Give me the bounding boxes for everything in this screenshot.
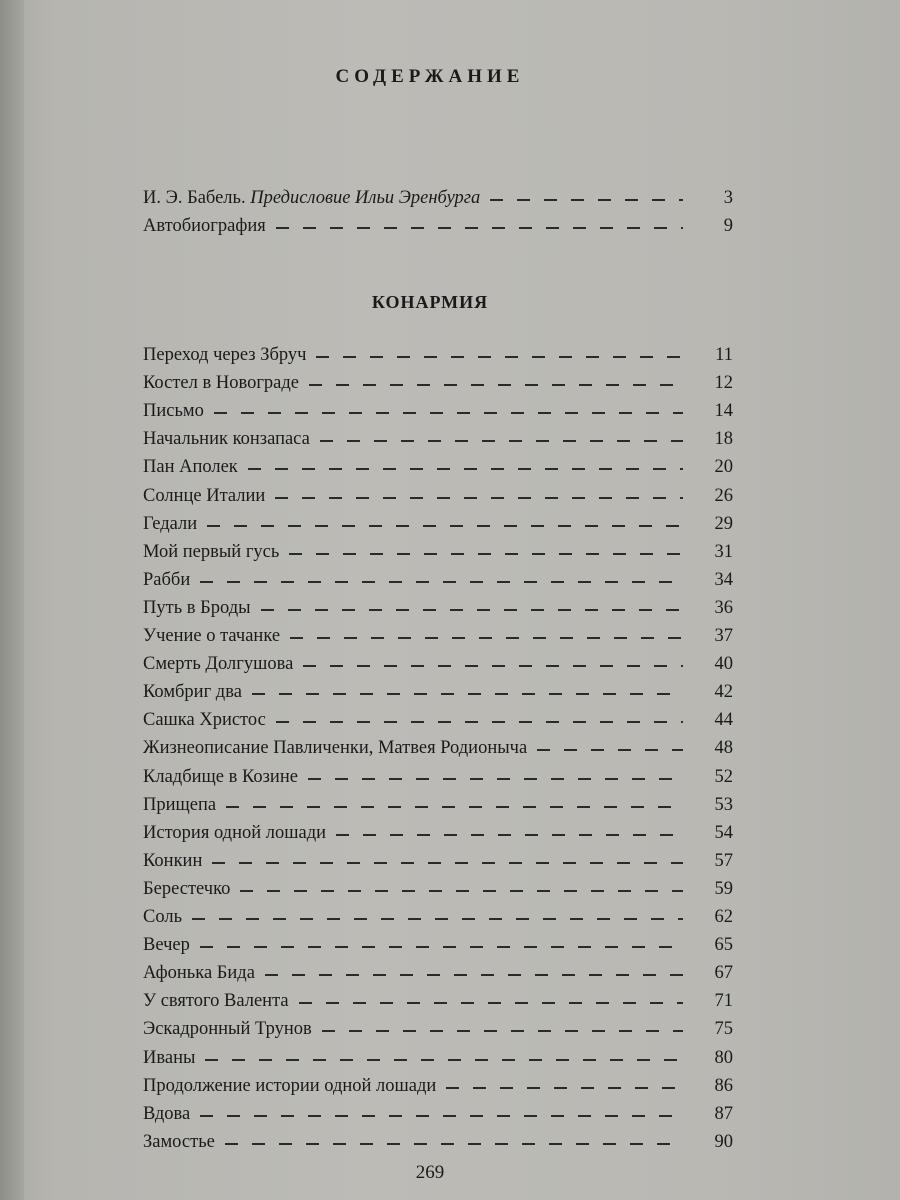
toc-entry [143,1072,733,1100]
toc-entry-page: 20 [714,457,733,478]
toc-entry-page: 75 [714,1019,733,1040]
toc-entry-title: Сашка Христос [143,710,266,731]
toc-entry [143,594,733,622]
toc-entry-page: 44 [714,710,733,731]
toc-entry [143,566,733,594]
toc-entry-title: Жизнеописание Павличенки, Матвея Родионыча [143,738,528,759]
toc-entry [143,791,733,819]
toc-entry-title: Замостье [143,1131,215,1152]
toc-entry-title: Конкин [143,850,203,871]
toc-entry-page: 40 [714,654,733,675]
toc-entry [143,482,733,510]
dash-leader [299,1002,683,1004]
toc-entry-page: 18 [714,429,733,450]
dash-leader [207,525,683,527]
toc-entry-title: Учение о тачанке [143,626,281,646]
dash-leader [265,974,683,976]
toc-entry-title: Автобиография [143,216,266,236]
toc-entry-title: Смерть Долгушова [143,654,294,675]
toc-entry-title: Вдова [143,1103,191,1124]
dash-leader [316,356,683,358]
dash-leader [276,227,683,229]
toc-entry-page: 90 [714,1131,733,1152]
toc-entry [143,650,733,678]
toc-entry-title: История одной лошади [143,822,327,843]
dash-leader [275,497,683,499]
toc-entry [143,453,733,481]
toc-entry-preface [143,184,733,212]
toc-entry-page: 29 [714,513,733,534]
toc-entry-title: Продолжение истории одной лошади [143,1075,437,1096]
toc-entry-title: Прищепа [143,794,217,815]
toc-entry-title: Соль [143,907,183,927]
toc-entry-page: 65 [714,935,733,956]
toc-entry-autobiography [143,212,733,240]
toc-entry-page: 34 [714,569,733,590]
dash-leader [200,946,683,948]
toc-entry [143,734,733,762]
toc-entry-page: 71 [714,991,733,1012]
toc-entry-page: 48 [714,738,733,759]
toc-entry-page: 3 [723,188,733,208]
toc-entry [143,678,733,706]
dash-leader [200,1115,683,1117]
toc-entry-title: Письмо [143,401,204,422]
toc-entry-page: 59 [714,878,733,899]
toc-entry [143,1015,733,1043]
dash-leader [446,1087,683,1089]
toc-entry [143,622,733,650]
toc-entry-title: Иваны [143,1047,196,1068]
dash-leader [289,553,683,555]
toc-entry-title: У святого Валента [143,991,289,1012]
toc-entry-page: 67 [714,963,733,984]
toc-entry-page: 11 [715,345,733,365]
toc-entry [143,763,733,791]
toc-entry-title: Пан Аполек [143,457,238,478]
toc-entry-title: Гедали [143,513,198,534]
toc-entry [143,819,733,847]
dash-leader [205,1059,683,1061]
toc-entry-page: 54 [714,822,733,843]
dash-leader [252,693,683,695]
dash-leader [276,721,683,723]
dash-leader [490,199,683,201]
dash-leader [336,834,683,836]
toc-entry-title: Комбриг два [143,682,242,703]
contents-heading: СОДЕРЖАНИЕ [335,66,525,87]
dash-leader [212,862,683,864]
dash-leader [309,384,683,386]
toc-entry-title: Эскадронный Трунов [143,1019,312,1040]
toc-entry [143,706,733,734]
toc-entry-page: 37 [714,626,733,646]
page-number: 269 [415,1162,445,1183]
toc-entry-title: Путь в Броды [143,597,251,618]
toc-entry-page: 26 [714,485,733,506]
dash-leader [537,749,683,751]
dash-leader [290,637,683,639]
toc-entry-title: Кладбище в Козине [143,766,298,787]
toc-entry [143,931,733,959]
toc-entry-page: 42 [714,682,733,703]
toc-entry-title: И. Э. Бабель. Предисловие Ильи Эренбурга [143,188,481,208]
dash-leader [322,1030,683,1032]
toc-entry [143,987,733,1015]
toc-entry-title: Афонька Бида [143,963,255,984]
toc-entry [143,959,733,987]
section-title: КОНАРМИЯ [371,292,489,312]
dash-leader [320,440,683,442]
toc-entry [143,538,733,566]
toc-entry [143,1100,733,1128]
toc-entry-page: 52 [714,766,733,787]
toc-entry-page: 80 [714,1047,733,1068]
dash-leader [225,1143,683,1145]
toc-entry [143,425,733,453]
toc-entry-page: 53 [714,794,733,815]
toc-entry-page: 31 [714,541,733,562]
toc-entry-title: Костел в Новограде [143,373,299,394]
dash-leader [192,918,683,920]
dash-leader [308,778,683,780]
dash-leader [261,609,683,611]
dash-leader [248,468,683,470]
toc-entry [143,397,733,425]
toc-entry-page: 62 [714,907,733,927]
toc-entry-title: Вечер [143,935,190,956]
toc-entry-page: 36 [714,597,733,618]
toc-entry [143,847,733,875]
toc-entry-page: 9 [723,216,733,236]
toc-entry-page: 14 [714,401,733,422]
dash-leader [240,890,683,892]
dash-leader [303,665,683,667]
dash-leader [226,806,683,808]
toc-entry-page: 87 [714,1103,733,1124]
toc-entry-title: Берестечко [143,878,231,899]
toc-entry-page: 12 [714,373,733,394]
toc-entry-page: 86 [714,1075,733,1096]
toc-entry [143,1044,733,1072]
toc-entry-title: Начальник конзапаса [143,429,310,450]
toc-entry [143,341,733,369]
toc-entry [143,903,733,931]
dash-leader [214,412,683,414]
toc-entry [143,875,733,903]
toc-entry [143,510,733,538]
toc-entry [143,369,733,397]
toc-entry-title: Мой первый гусь [143,541,280,562]
toc-entry-title: Солнце Италии [143,485,266,506]
dash-leader [200,581,683,583]
toc-entry-title: Рабби [143,569,191,590]
toc-entry-page: 57 [714,850,733,871]
toc-entry-title: Переход через Збруч [143,345,307,365]
page-binding-shadow [0,0,24,1200]
toc-entry [143,1128,733,1156]
